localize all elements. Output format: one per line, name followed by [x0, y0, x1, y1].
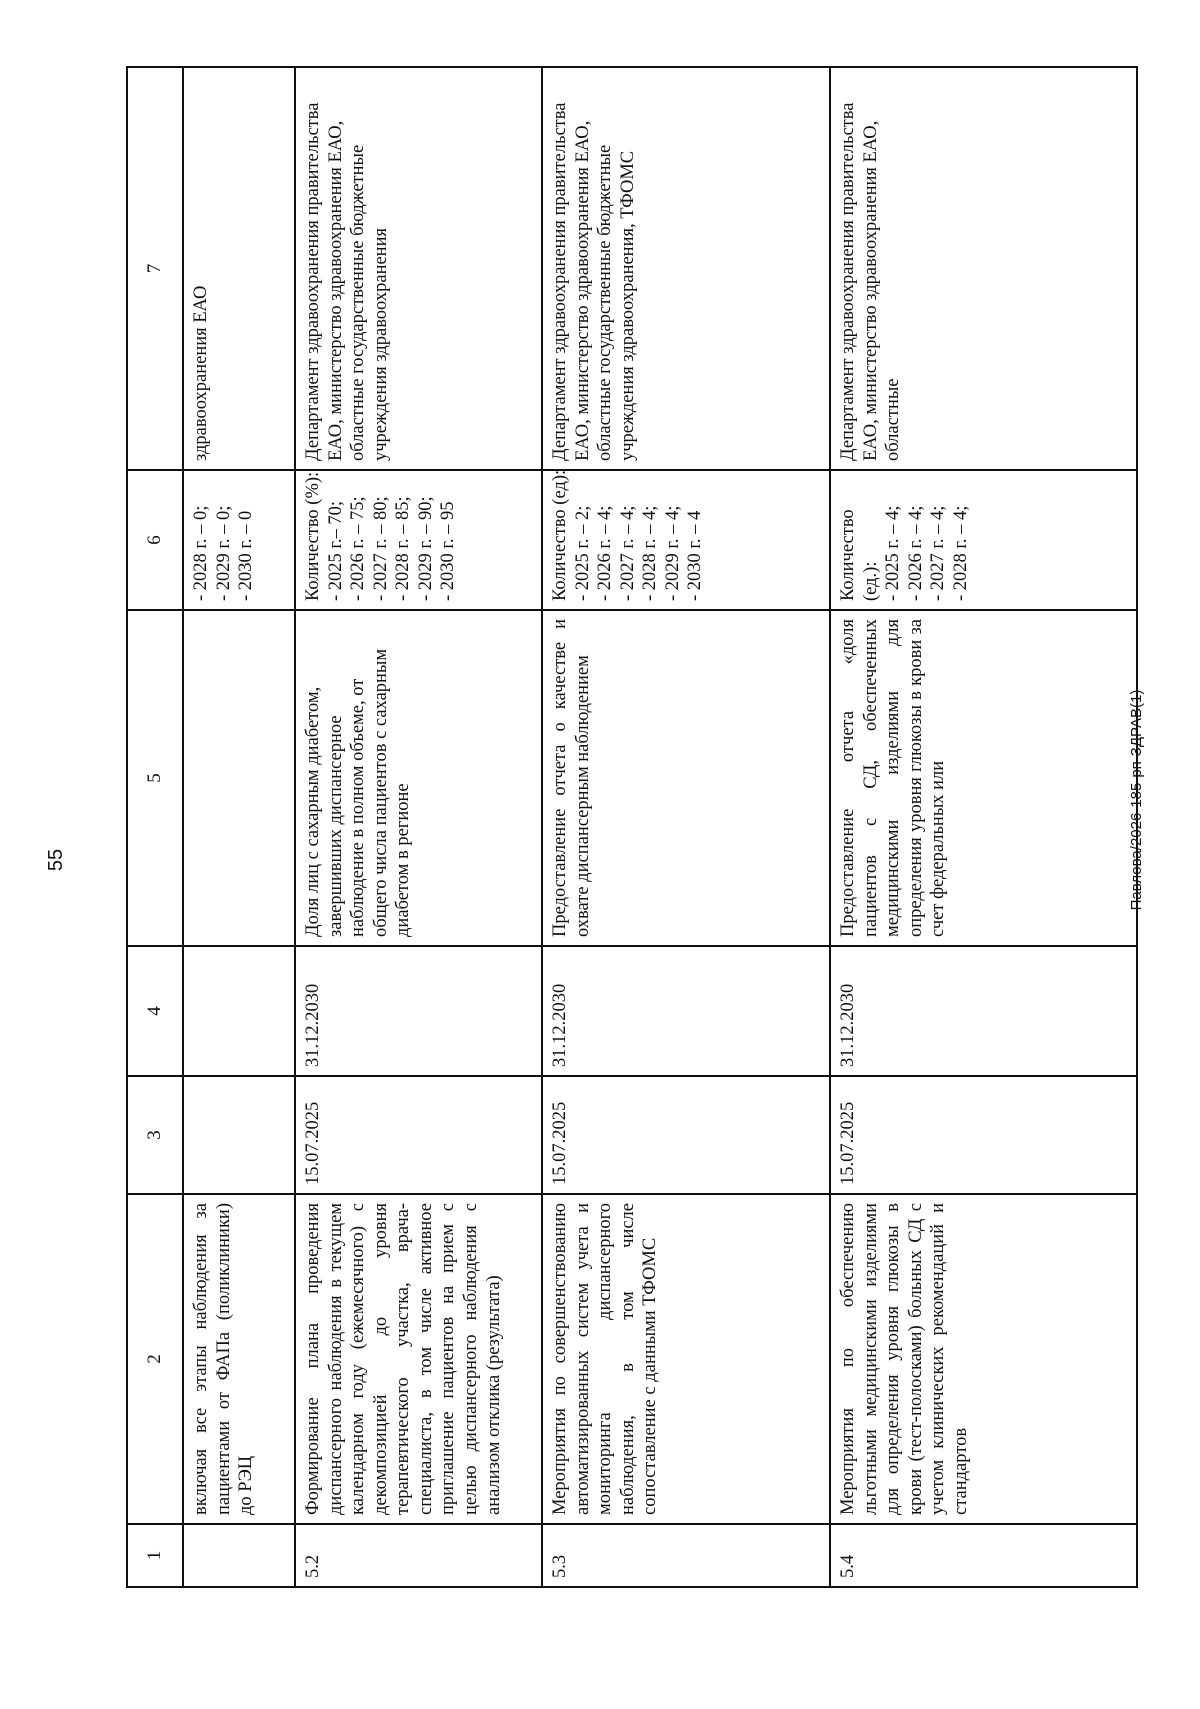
responsible-text: Департамент здравоохранения правительства ЕАО, министерство здравоохранения ЕАО, областные государственные бюджетные учреждения здравоохранения: [295, 67, 542, 470]
table-row: [295, 67, 542, 1587]
indicator-line: - 2027 г. – 4;: [928, 505, 949, 601]
start-date: 15.07.2025: [830, 1076, 1137, 1194]
plan-table-rotated: [126, 68, 1126, 1588]
indicator-line: Количество: [838, 509, 858, 601]
page-number: 55: [45, 848, 67, 872]
indicator-line: - 2029 г. – 90;: [415, 496, 436, 601]
header-cell-6: 6: [127, 470, 183, 610]
start-date: 15.07.2025: [295, 1076, 542, 1194]
header-cell-7: 7: [127, 67, 183, 470]
indicator-line: - 2029 г. – 0;: [213, 505, 234, 601]
table-row: [542, 67, 830, 1587]
indicator-line: - 2027 г. – 4;: [617, 505, 638, 601]
end-date: 31.12.2030: [295, 946, 542, 1076]
indicator-cell: [295, 470, 542, 610]
header-cell-3: 3: [127, 1076, 183, 1194]
header-cell-4: 4: [127, 946, 183, 1076]
row-number: [183, 1524, 295, 1587]
header-cell-1: 1: [127, 1524, 183, 1587]
responsible-text: Департамент здравоохранения правительства ЕАО, министерство здравоохранения ЕАО, областные: [830, 67, 1137, 470]
end-date: 31.12.2030: [542, 946, 830, 1076]
responsible-text: Департамент здравоохранения правительства ЕАО, министерство здравоохранения ЕАО, областные государственные бюджетные учреждения здравоохранения, ТФОМС: [542, 67, 830, 470]
indicator-line: - 2029 г. – 4;: [662, 505, 683, 601]
measure-text: Формирование плана проведения диспансерного наблюдения в текущем календарном году (ежемесячного) с декомпозицией до уровня терапевтического участка, врача-специалиста, в том числе активное приглашение пациентов на прием с целью диспансерного наблюдения с анализом отклика (результата): [295, 1194, 542, 1524]
row-number: 5.2: [295, 1524, 542, 1587]
header-cell-2: 2: [127, 1194, 183, 1524]
start-date: [183, 1076, 295, 1194]
measure-text: Мероприятия по обеспечению льготными медицинскими изделиями для определения уровня глюкозы в крови (тест-полосками) больных СД с учетом клинических рекомендаций и стандартов: [830, 1194, 1137, 1524]
row-number: 5.4: [830, 1524, 1137, 1587]
indicator-line: - 2028 г. – 4;: [640, 505, 661, 601]
measure-text: Мероприятия по совершенствованию автоматизированных систем учета и мониторинга диспансерного наблюдения, в том числе сопоставление с данными ТФОМС: [542, 1194, 830, 1524]
indicator-cell: [183, 470, 295, 610]
table-row: [830, 67, 1137, 1587]
indicator-line: - 2028 г. – 0;: [191, 505, 211, 601]
responsible-text: здравоохранения ЕАО: [183, 67, 295, 470]
result-text: Предоставление отчета о качестве и охвате диспансерным наблюдением: [542, 610, 830, 946]
indicator-line: Количество (ед):: [550, 469, 570, 601]
result-text: Доля лиц с сахарным диабетом, завершивших диспансерное наблюдение в полном объеме, от общего числа пациентов с сахарным диабетом в регионе: [295, 610, 542, 946]
indicator-line: - 2025 г. – 2;: [572, 505, 593, 601]
table-row: [183, 67, 295, 1587]
indicator-line: - 2026 г. – 4;: [905, 505, 926, 601]
indicator-cell: [830, 470, 1137, 610]
indicator-line: - 2027 г. – 80;: [370, 496, 391, 601]
result-text: Предоставление отчета «доля пациентов с СД, обеспеченных медицинскими изделиями для определения уровня глюкозы в крови за счет федеральных или: [830, 610, 1137, 946]
result-text: [183, 610, 295, 946]
indicator-line: - 2025 г.– 70;: [325, 500, 346, 601]
end-date: 31.12.2030: [830, 946, 1137, 1076]
indicator-line: - 2026 г. – 4;: [595, 505, 616, 601]
start-date: 15.07.2025: [542, 1076, 830, 1194]
end-date: [183, 946, 295, 1076]
indicator-line: - 2030 г. – 4: [685, 510, 706, 601]
header-row: [127, 67, 183, 1587]
row-number: 5.3: [542, 1524, 830, 1587]
plan-table: [126, 66, 1138, 1588]
indicator-line: - 2025 г. – 4;: [883, 505, 904, 601]
file-stamp: Павлова/2026-185-рп-ЗДРАВ(1): [1128, 689, 1145, 911]
indicator-line: - 2030 г. – 95: [438, 501, 459, 601]
indicator-line: (ед.):: [860, 561, 881, 601]
indicator-line: - 2028 г. – 85;: [393, 496, 414, 601]
indicator-line: - 2030 г. – 0: [236, 510, 257, 601]
indicator-line: Количество (%):: [303, 471, 323, 601]
indicator-line: - 2026 г. – 75;: [348, 496, 369, 601]
indicator-cell: [542, 470, 830, 610]
indicator-line: - 2028 г. – 4;: [950, 505, 971, 601]
header-cell-5: 5: [127, 610, 183, 946]
measure-text: включая все этапы наблюдения за пациентами от ФАПа (поликлиники) до РЭЦ: [183, 1194, 295, 1524]
